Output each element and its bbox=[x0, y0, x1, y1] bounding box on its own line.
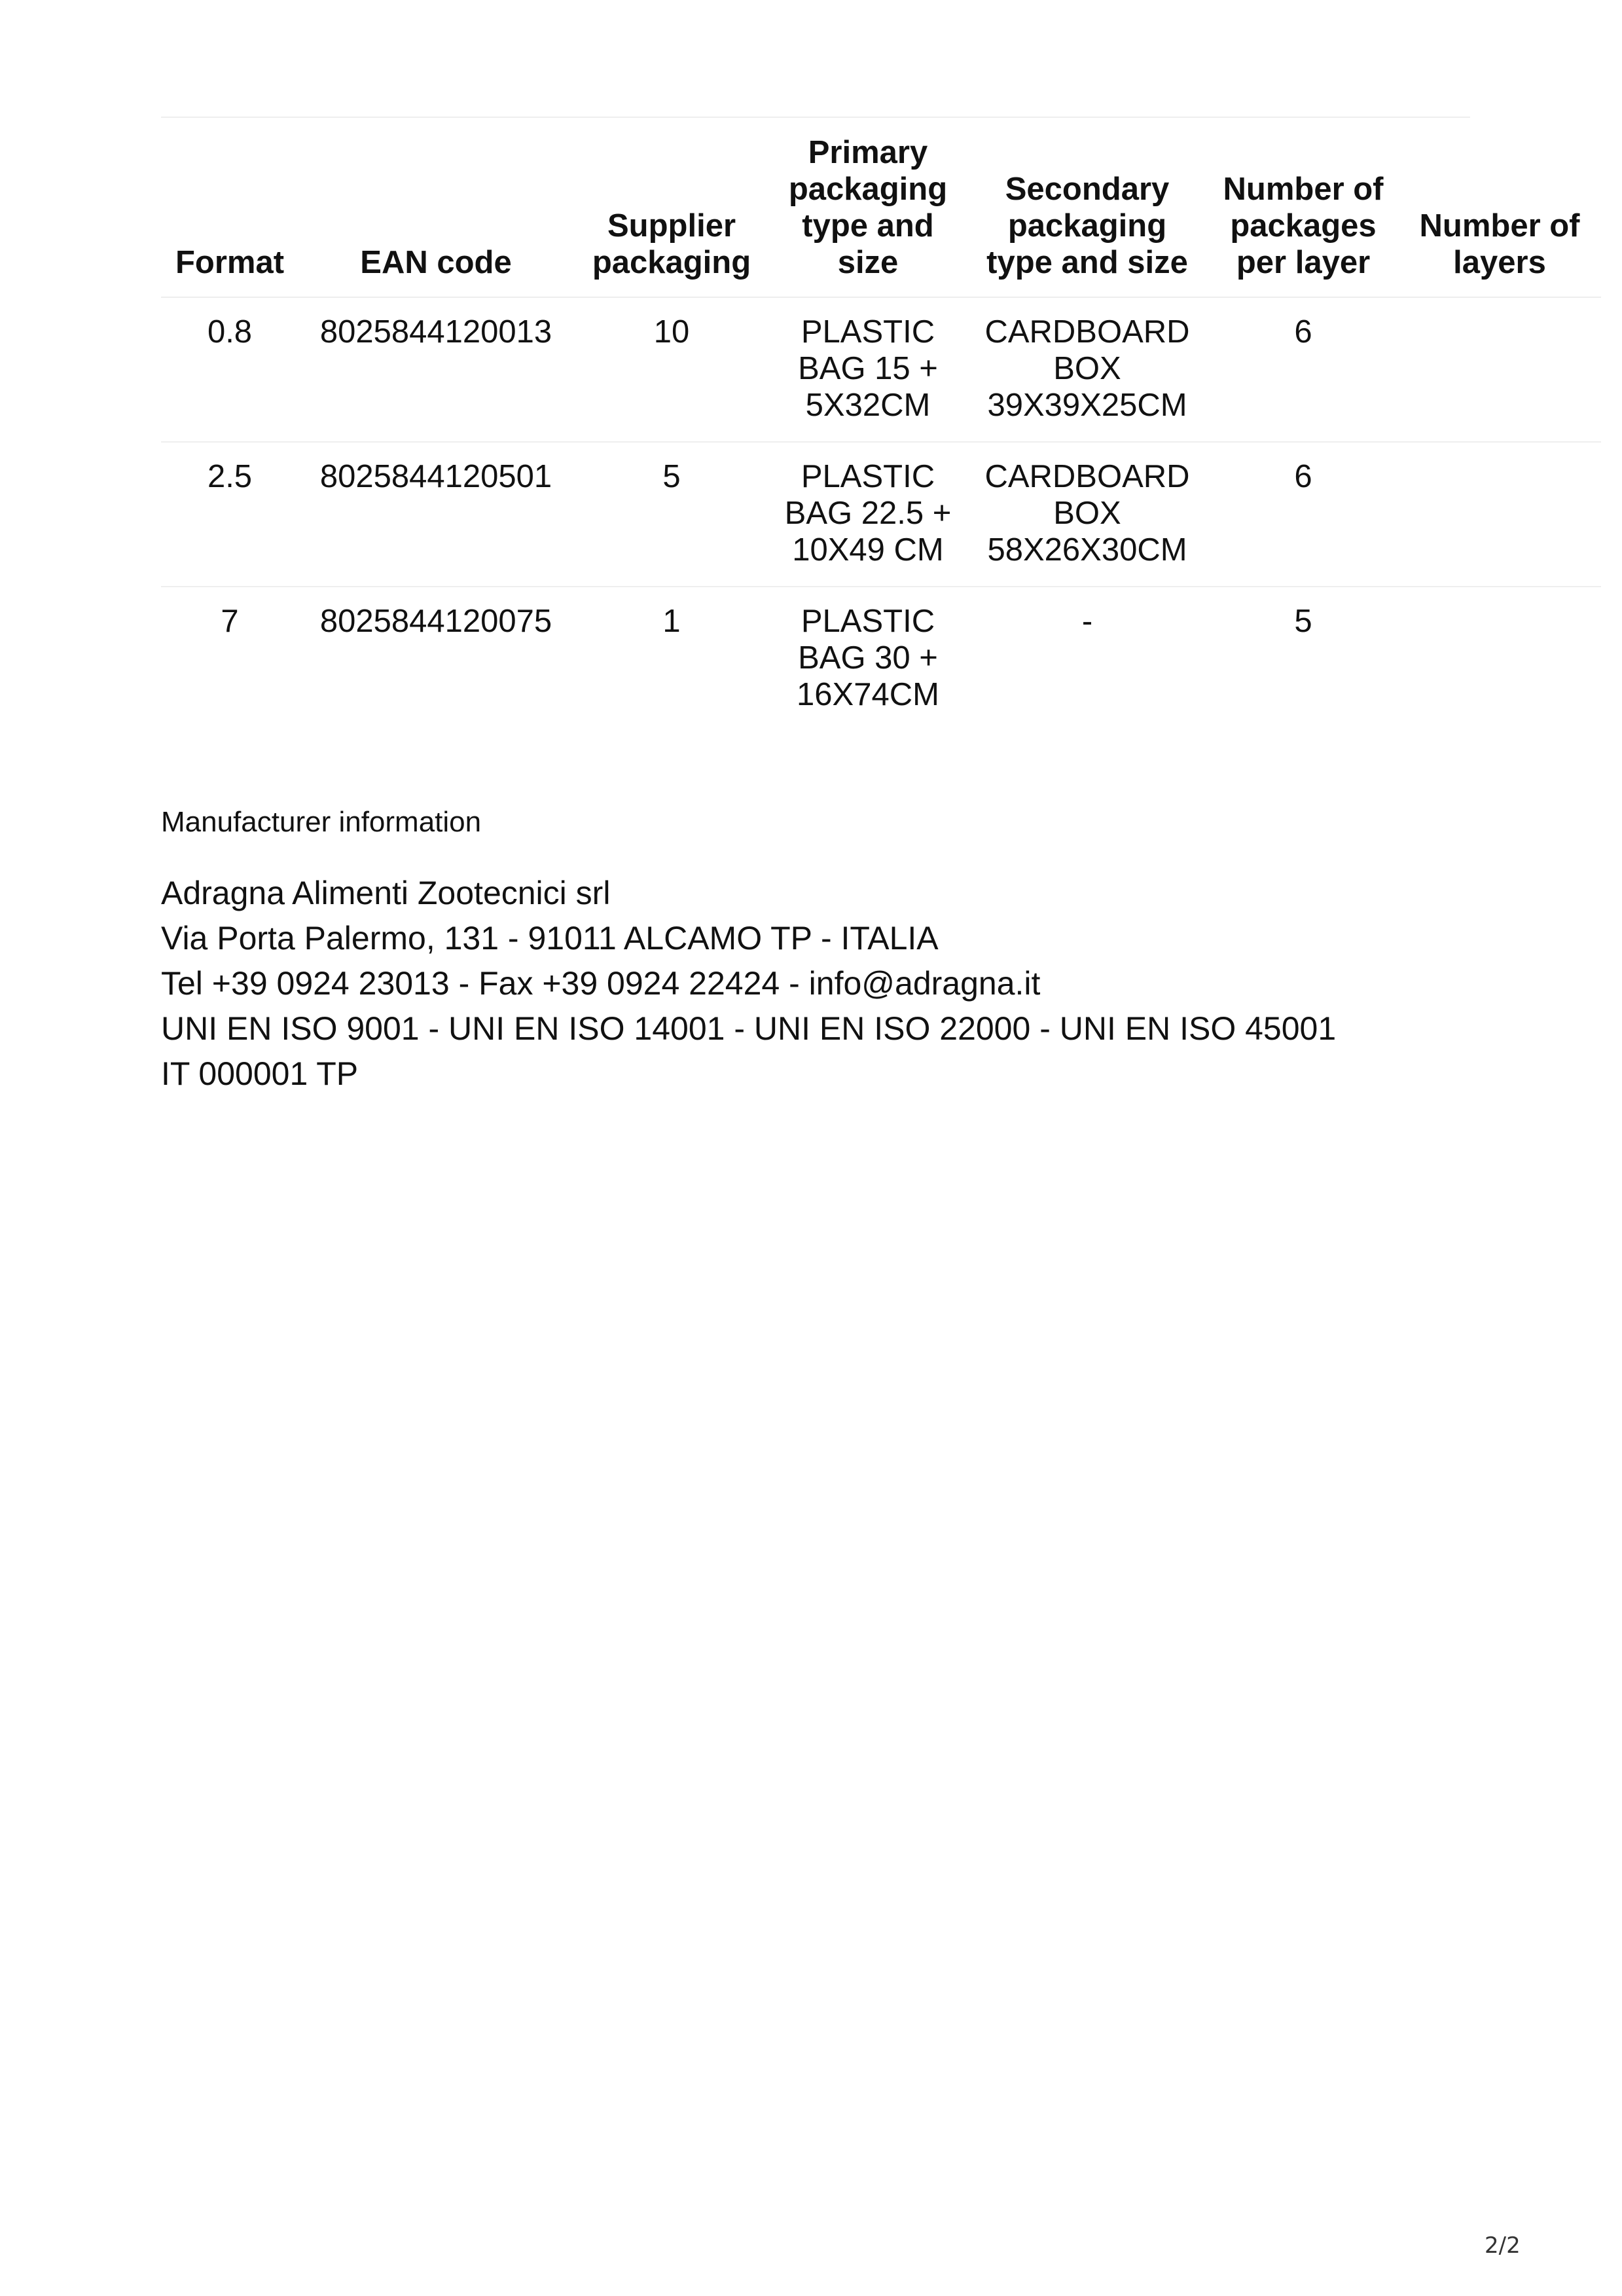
page-number: 2/2 bbox=[1485, 2232, 1521, 2259]
packaging-table-container bbox=[161, 117, 1580, 731]
header-ean-code: EAN code bbox=[298, 118, 573, 297]
header-secondary-packaging: Secondary packaging type and size bbox=[966, 118, 1208, 297]
cell-packages-per-layer: 6 bbox=[1208, 297, 1398, 442]
manufacturer-contacts: Tel +39 0924 23013 - Fax +39 0924 22424 - info@adragna.it bbox=[161, 965, 1041, 1002]
cell-number-of-layers bbox=[1398, 587, 1601, 731]
table-row bbox=[161, 297, 1601, 442]
cell-supplier-packaging: 1 bbox=[662, 604, 681, 639]
cell-supplier-packaging: 10 bbox=[573, 297, 770, 442]
manufacturer-company-name: Adragna Alimenti Zootecnici srl bbox=[161, 875, 611, 911]
cell-packages-per-layer: 5 bbox=[1294, 604, 1312, 639]
manufacturer-heading: Manufacturer information bbox=[161, 806, 482, 838]
manufacturer-certifications: UNI EN ISO 9001 - UNI EN ISO 14001 - UNI EN ISO 22000 - UNI EN ISO 45001 bbox=[161, 1010, 1337, 1047]
header-number-of-layers: Number of layers bbox=[1398, 118, 1601, 297]
header-format: Format bbox=[161, 118, 298, 297]
manufacturer-registration-code: IT 000001 TP bbox=[161, 1055, 359, 1092]
cell-supplier-packaging: 5 bbox=[573, 442, 770, 587]
header-primary-packaging: Primary packaging type and size bbox=[770, 118, 966, 297]
cell-number-of-layers bbox=[1398, 297, 1601, 442]
manufacturer-info bbox=[161, 871, 1336, 1097]
cell-ean-code: 8025844120013 bbox=[298, 297, 573, 442]
table-row bbox=[161, 587, 1601, 731]
cell-format: 0.8 bbox=[161, 297, 298, 442]
cell-primary-packaging: PLASTIC BAG 22.5 + 10X49 CM bbox=[770, 442, 966, 587]
cell-format: 2.5 bbox=[161, 442, 298, 587]
cell-ean-code: 8025844120075 bbox=[319, 604, 552, 639]
cell-secondary-packaging: CARDBOARD BOX 58X26X30CM bbox=[966, 442, 1208, 587]
cell-number-of-layers bbox=[1398, 442, 1601, 587]
cell-secondary-packaging: CARDBOARD BOX 39X39X25CM bbox=[966, 297, 1208, 442]
cell-packages-per-layer: 6 bbox=[1208, 442, 1398, 587]
manufacturer-address: Via Porta Palermo, 131 - 91011 ALCAMO TP - ITALIA bbox=[161, 920, 939, 957]
table-row bbox=[161, 442, 1601, 587]
cell-secondary-packaging: - bbox=[1081, 604, 1093, 639]
cell-primary-packaging: PLASTIC BAG 30 + 16X74CM bbox=[797, 604, 939, 712]
cell-primary-packaging: PLASTIC BAG 15 + 5X32CM bbox=[770, 297, 966, 442]
header-packages-per-layer: Number of packages per layer bbox=[1208, 118, 1398, 297]
cell-format: 7 bbox=[221, 604, 239, 639]
cell-ean-code: 8025844120501 bbox=[298, 442, 573, 587]
packaging-table bbox=[161, 118, 1601, 731]
table-header-row bbox=[161, 118, 1601, 297]
header-supplier-packaging: Supplier packaging bbox=[573, 118, 770, 297]
